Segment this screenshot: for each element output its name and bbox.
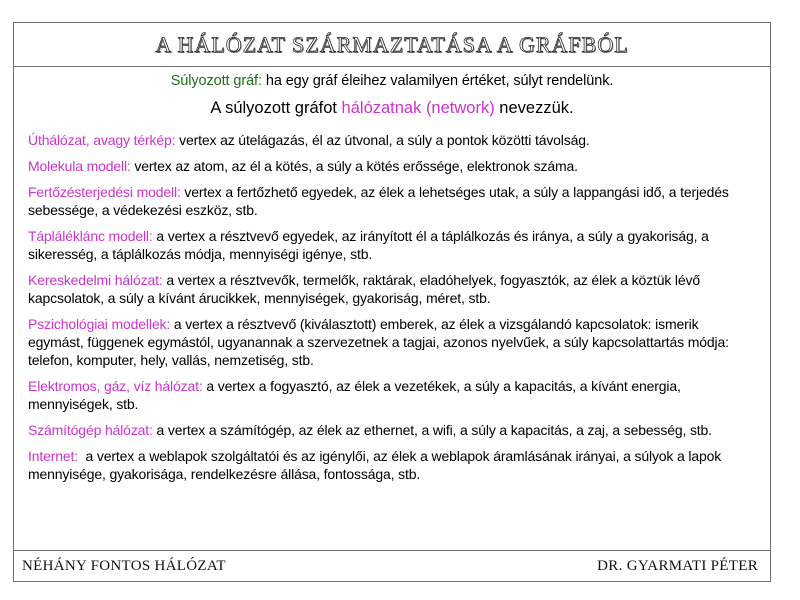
item-text: vertex az atom, az él a kötés, a súly a kötés erőssége, elektronok száma. <box>130 158 578 174</box>
weighted-graph-definition <box>28 71 756 91</box>
network-examples-list <box>28 131 756 483</box>
item-label: Pszichológiai modellek: <box>28 316 171 332</box>
item-label: Molekula modell: <box>28 158 131 174</box>
weighted-graph-term: Súlyozott gráf <box>170 73 258 89</box>
item-label: Elektromos, gáz, víz hálózat: <box>28 378 203 394</box>
item-text: vertex a fertőzhető egyedek, az élek a lehetséges utak, a súly a lappangási idő, a terjedés sebessége, a védekezési eszköz, stb. <box>28 184 729 218</box>
list-item-road-network <box>28 131 756 149</box>
network-definition-before: A súlyozott gráfot <box>210 99 342 117</box>
list-item-trade-network <box>28 271 756 307</box>
item-text: a vertex a weblapok szolgáltatói és az igénylői, az élek a weblapok áramlásának irányai, a súlyok a lapok mennyisége, gyakorisága, rendelkezésre állása, fontossága, stb. <box>28 448 725 482</box>
slide-title: A HÁLÓZAT SZÁRMAZTATÁSA A GRÁFBÓL <box>155 32 629 57</box>
list-item-computer-network <box>28 421 756 439</box>
list-item-food-chain-model <box>28 227 756 263</box>
slide-footer <box>14 550 770 581</box>
network-definition-after: nevezzük. <box>494 99 574 117</box>
footer-author: DR. GYARMATI PÉTER <box>597 558 758 574</box>
network-term: hálózatnak (network) <box>341 99 495 117</box>
item-label: Kereskedelmi hálózat: <box>28 272 163 288</box>
item-label: Tápláléklánc modell: <box>28 228 153 244</box>
item-text: a vertex a számítógép, az élek az ethernet, a wifi, a súly a kapacitás, a zaj, a sebesség, stb. <box>152 422 712 438</box>
weighted-graph-colon: : <box>257 73 262 89</box>
item-text: a vertex a fogyasztó, az élek a vezetékek, a súly a kapacitás, a kívánt energia, mennyiségek, stb. <box>28 378 681 412</box>
slide-frame <box>13 22 771 582</box>
list-item-psychological-models <box>28 315 756 369</box>
item-label: Számítógép hálózat: <box>28 422 153 438</box>
list-item-molecule-model <box>28 157 756 175</box>
item-text: vertex az útelágazás, él az útvonal, a súly a pontok közötti távolság. <box>175 132 590 148</box>
item-label: Úthálózat, avagy térkép: <box>28 132 176 148</box>
network-definition <box>28 97 756 119</box>
list-item-utility-network <box>28 377 756 413</box>
item-text: a vertex a résztvevő (kiválasztott) emberek, az élek a vizsgálandó kapcsolatok: ismerik egymást, függenek egymástól, ugyanannak a szervezetnek a tagjai, azonos nyelvűek, a súly kapcsolattartás módja: telefon, komputer, hely, vallás, nemzetiség, stb. <box>28 316 729 368</box>
list-item-internet <box>28 447 756 483</box>
footer-section-title: NÉHÁNY FONTOS HÁLÓZAT <box>22 558 226 574</box>
item-label: Internet: <box>28 448 79 464</box>
slide-header <box>14 23 770 67</box>
weighted-graph-text: ha egy gráf éleihez valamilyen értéket, súlyt rendelünk. <box>261 73 614 89</box>
list-item-infection-model <box>28 183 756 219</box>
item-text: a vertex a résztvevő egyedek, az irányított él a táplálkozás és iránya, a súly a gyakoriság, a sikeresség, a táplálkozás módja, mennyiségi igénye, stb. <box>28 228 709 262</box>
slide-content <box>14 67 770 553</box>
item-text: a vertex a résztvevők, termelők, raktárak, eladóhelyek, fogyasztók, az élek a köztük lévő kapcsolatok, a súly a kívánt árucikkek, mennyiségek, gyakoriság, méret, stb. <box>28 272 701 306</box>
item-label: Fertőzésterjedési modell: <box>28 184 181 200</box>
